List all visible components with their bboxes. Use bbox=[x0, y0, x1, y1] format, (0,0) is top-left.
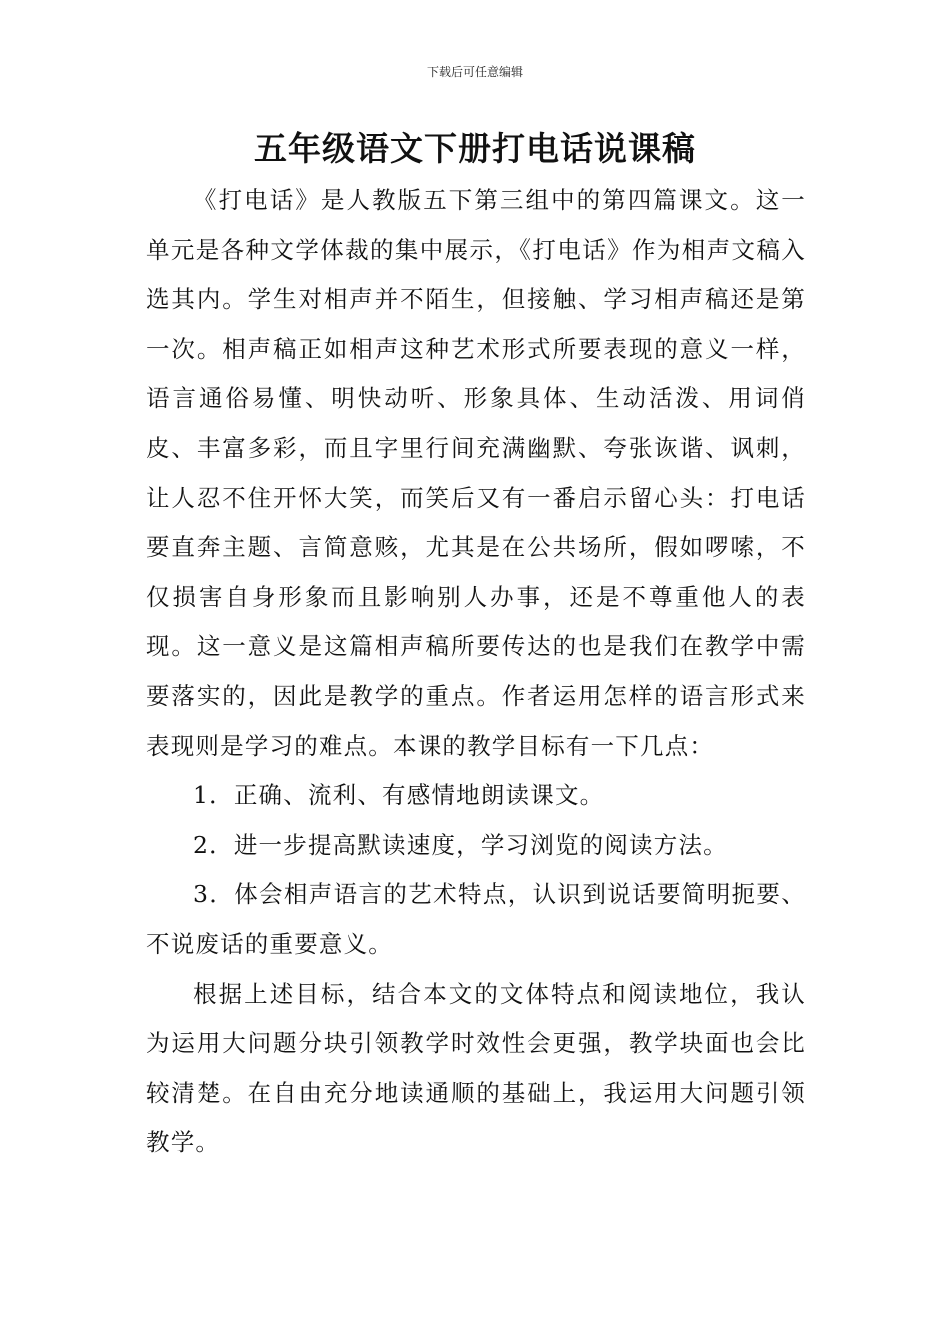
objective-item-1: 1．正确、流利、有感情地朗读课文。 bbox=[193, 781, 605, 810]
document-title: 五年级语文下册打电话说课稿 bbox=[254, 129, 696, 168]
method-paragraph: 根据上述目标，结合本文的文体特点和阅读地位，我认为运用大问题分块引领教学时效性会更强，教学块面也会比较清楚。在自由充分地读通顺的基础上，我运用大问题引领教学。 bbox=[146, 979, 806, 1157]
objective-item-3: 3．体会相声语言的艺术特点，认识到说话要简明扼要、不说废话的重要意义。 bbox=[146, 880, 806, 958]
intro-paragraph: 《打电话》是人教版五下第三组中的第四篇课文。这一单元是各种文学体裁的集中展示，《打电话》作为相声文稿入选其内。学生对相声并不陌生，但接触、学习相声稿还是第一次。相声稿正如相声这种艺术形式所要表现的意义一样，语言通俗易懂、明快动听、形象具体、生动活泼、用词俏皮、丰富多彩，而且字里行间充满幽默、夸张诙谐、讽刺，让人忍不住开怀大笑，而笑后又有一番启示留心头：打电话要直奔主题、言简意赅，尤其是在公共场所，假如啰嗦，不仅损害自身形象而且影响别人办事，还是不尊重他人的表现。这一意义是这篇相声稿所要传达的也是我们在教学中需要落实的，因此是教学的重点。作者运用怎样的语言形式来表现则是学习的难点。本课的教学目标有一下几点： bbox=[146, 186, 806, 760]
header-note: 下载后可任意编辑 bbox=[426, 65, 523, 79]
document-body bbox=[146, 176, 806, 1168]
objective-item-2: 2．进一步提高默读速度，学习浏览的阅读方法。 bbox=[193, 830, 728, 859]
